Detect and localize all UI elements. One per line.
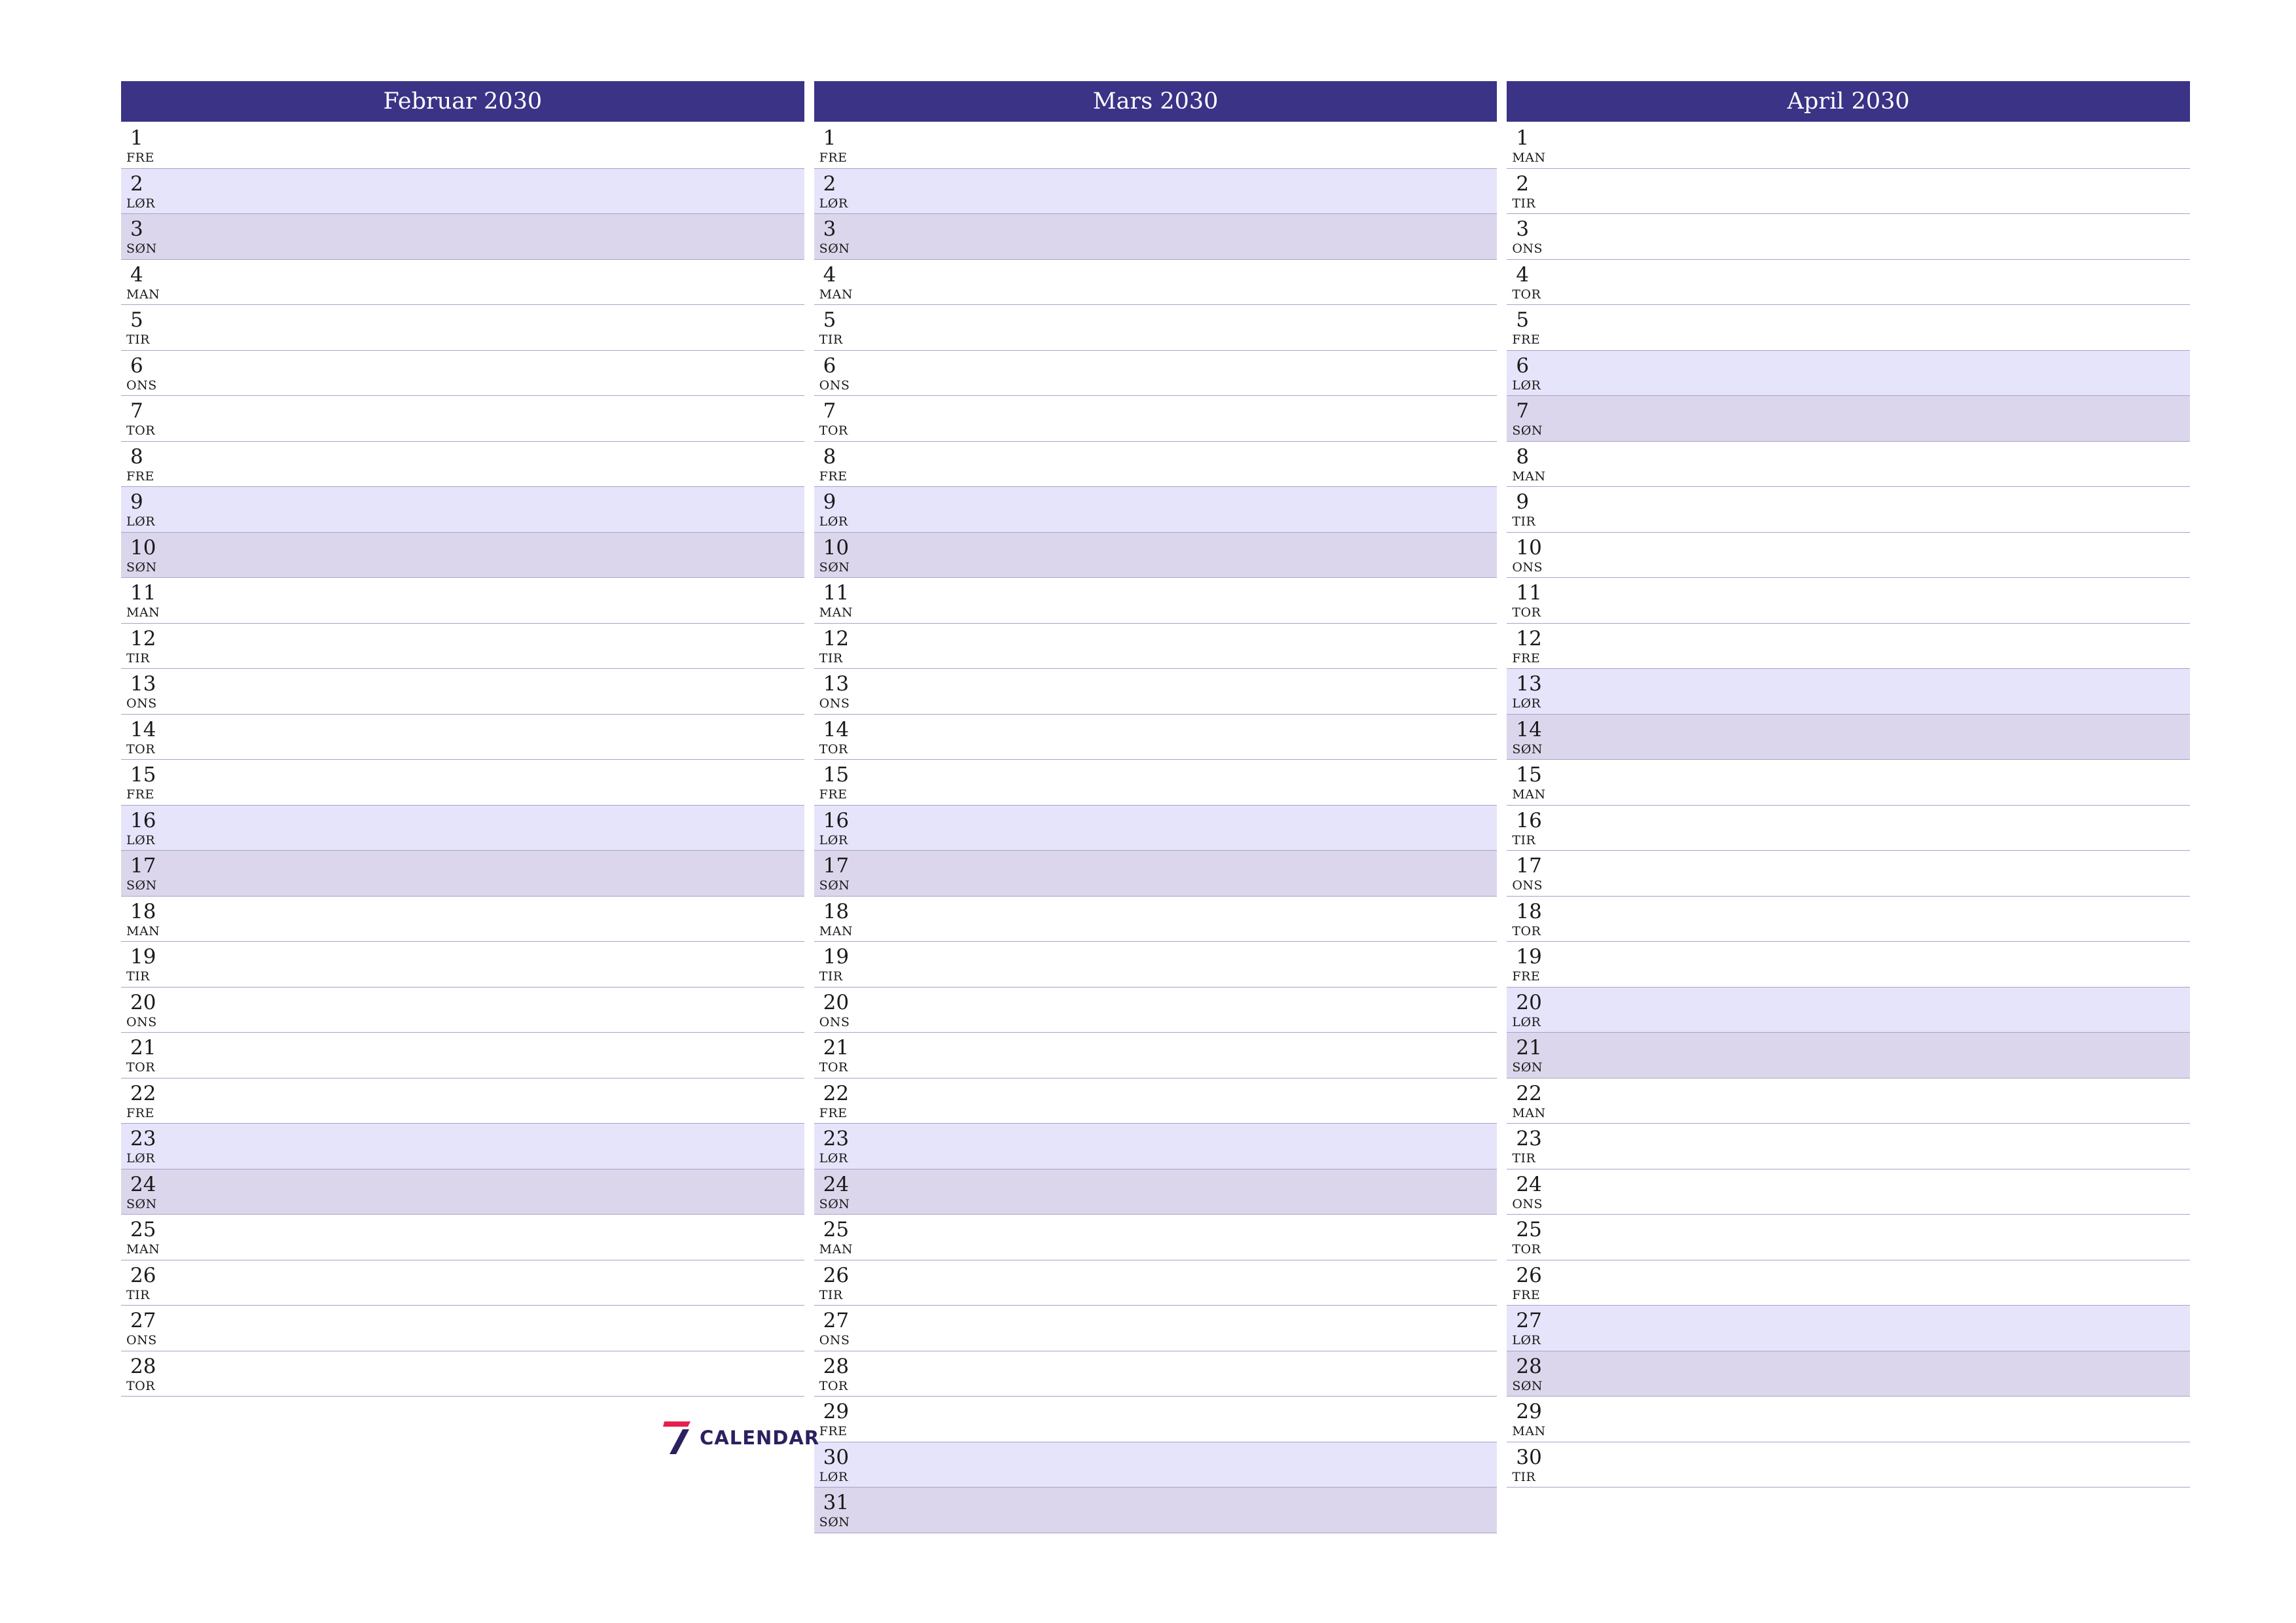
day-number: 26 xyxy=(823,1263,850,1287)
weekday-label: LØR xyxy=(819,1151,848,1166)
day-number: 30 xyxy=(1516,1445,1542,1469)
day-number: 10 xyxy=(823,535,850,560)
day-number: 27 xyxy=(823,1309,850,1332)
day-number: 19 xyxy=(1516,945,1542,969)
weekday-label: MAN xyxy=(1512,787,1546,802)
day-row[interactable] xyxy=(121,578,804,624)
day-number: 8 xyxy=(130,444,143,469)
day-number: 12 xyxy=(823,626,850,651)
day-number: 28 xyxy=(1516,1354,1542,1378)
day-row[interactable] xyxy=(1507,897,2190,942)
day-number: 13 xyxy=(130,672,156,696)
day-number: 12 xyxy=(1516,626,1542,651)
day-row[interactable] xyxy=(1507,669,2190,715)
weekday-label: LØR xyxy=(1512,696,1541,711)
weekday-label: SØN xyxy=(126,878,157,893)
day-row[interactable] xyxy=(814,1260,1498,1306)
day-row[interactable] xyxy=(814,1306,1498,1351)
day-row[interactable] xyxy=(1507,851,2190,897)
day-number: 20 xyxy=(1516,990,1542,1014)
month-column-april xyxy=(1507,81,2190,1533)
day-number: 14 xyxy=(823,717,850,741)
day-row[interactable] xyxy=(814,487,1498,533)
weekday-label: LØR xyxy=(819,1469,848,1484)
day-number: 11 xyxy=(1516,581,1542,605)
weekday-label: TIR xyxy=(126,969,150,984)
weekday-label: SØN xyxy=(819,1196,850,1211)
day-number: 14 xyxy=(1516,717,1542,741)
day-number: 22 xyxy=(130,1081,156,1105)
day-row[interactable] xyxy=(1507,169,2190,215)
day-number: 15 xyxy=(823,763,850,787)
day-number: 5 xyxy=(823,308,836,332)
day-row[interactable] xyxy=(121,487,804,533)
day-number: 22 xyxy=(823,1081,850,1105)
day-row[interactable] xyxy=(121,305,804,351)
day-list xyxy=(1507,123,2190,1488)
weekday-label: ONS xyxy=(1512,241,1543,256)
day-number: 11 xyxy=(823,581,850,605)
day-row[interactable] xyxy=(1507,806,2190,851)
day-row[interactable] xyxy=(814,260,1498,306)
day-number: 2 xyxy=(823,171,836,196)
day-row[interactable] xyxy=(814,942,1498,988)
weekday-label: LØR xyxy=(1512,378,1541,393)
day-row[interactable] xyxy=(1507,442,2190,488)
day-number: 9 xyxy=(823,490,836,514)
day-number: 4 xyxy=(130,262,143,287)
day-row[interactable] xyxy=(121,123,804,169)
day-row[interactable] xyxy=(121,1260,804,1306)
day-row[interactable] xyxy=(1507,487,2190,533)
day-row[interactable] xyxy=(1507,260,2190,306)
day-number: 27 xyxy=(1516,1309,1542,1332)
weekday-label: SØN xyxy=(126,1196,157,1211)
day-number: 18 xyxy=(823,899,850,923)
weekday-label: SØN xyxy=(1512,423,1543,438)
weekday-label: MAN xyxy=(819,923,853,938)
weekday-label: LØR xyxy=(1512,1333,1541,1347)
day-number: 2 xyxy=(130,171,143,196)
day-number: 12 xyxy=(130,626,156,651)
weekday-label: ONS xyxy=(126,696,157,711)
weekday-label: LØR xyxy=(126,196,155,211)
day-number: 24 xyxy=(1516,1172,1542,1196)
day-row[interactable] xyxy=(121,624,804,669)
day-row[interactable] xyxy=(814,1488,1498,1533)
day-row[interactable] xyxy=(1507,214,2190,260)
day-number: 8 xyxy=(823,444,836,469)
weekday-label: MAN xyxy=(819,605,853,620)
day-number: 7 xyxy=(823,399,836,423)
day-row[interactable] xyxy=(814,1215,1498,1260)
day-number: 5 xyxy=(130,308,143,332)
day-list xyxy=(121,123,804,1397)
day-row[interactable] xyxy=(814,1351,1498,1397)
weekday-label: FRE xyxy=(1512,1287,1541,1302)
day-number: 24 xyxy=(130,1172,156,1196)
weekday-label: FRE xyxy=(126,469,154,484)
day-list xyxy=(814,123,1498,1533)
day-row[interactable] xyxy=(1507,396,2190,442)
day-row[interactable] xyxy=(121,760,804,806)
day-row[interactable] xyxy=(121,1169,804,1215)
day-row[interactable] xyxy=(1507,533,2190,579)
day-row[interactable] xyxy=(1507,760,2190,806)
day-number: 28 xyxy=(823,1354,850,1378)
calendar-grid xyxy=(121,81,2190,1533)
seven-icon xyxy=(663,1420,692,1455)
weekday-label: TOR xyxy=(1512,287,1541,302)
day-number: 9 xyxy=(1516,490,1530,514)
day-row[interactable] xyxy=(121,169,804,215)
weekday-label: ONS xyxy=(819,378,850,393)
day-row[interactable] xyxy=(121,396,804,442)
day-number: 6 xyxy=(1516,353,1530,378)
weekday-label: ONS xyxy=(1512,1196,1543,1211)
day-number: 9 xyxy=(130,490,143,514)
day-row[interactable] xyxy=(1507,1351,2190,1397)
day-number: 22 xyxy=(1516,1081,1542,1105)
weekday-label: MAN xyxy=(126,923,160,938)
weekday-label: TIR xyxy=(126,651,150,666)
day-number: 17 xyxy=(823,854,850,878)
day-number: 18 xyxy=(130,899,156,923)
day-row[interactable] xyxy=(121,942,804,988)
day-row[interactable] xyxy=(1507,1306,2190,1351)
weekday-label: MAN xyxy=(126,287,160,302)
day-row[interactable] xyxy=(1507,1033,2190,1079)
day-row[interactable] xyxy=(814,760,1498,806)
weekday-label: FRE xyxy=(819,151,848,165)
day-number: 2 xyxy=(1516,171,1530,196)
day-number: 17 xyxy=(1516,854,1542,878)
day-row[interactable] xyxy=(121,1351,804,1397)
day-row[interactable] xyxy=(1507,1397,2190,1442)
day-number: 20 xyxy=(823,990,850,1014)
weekday-label: SØN xyxy=(819,1515,850,1529)
weekday-label: TOR xyxy=(1512,605,1541,620)
day-row[interactable] xyxy=(121,806,804,851)
weekday-label: ONS xyxy=(1512,878,1543,893)
day-number: 7 xyxy=(1516,399,1530,423)
weekday-label: TIR xyxy=(1512,832,1536,847)
weekday-label: ONS xyxy=(819,1014,850,1029)
day-number: 30 xyxy=(823,1445,850,1469)
day-number: 3 xyxy=(1516,217,1530,241)
day-row[interactable] xyxy=(814,533,1498,579)
weekday-label: FRE xyxy=(1512,969,1541,984)
weekday-label: FRE xyxy=(1512,651,1541,666)
weekday-label: SØN xyxy=(1512,741,1543,757)
logo-text: CALENDAR xyxy=(700,1427,820,1449)
day-row[interactable] xyxy=(1507,305,2190,351)
weekday-label: TOR xyxy=(1512,1242,1541,1257)
day-row[interactable] xyxy=(121,988,804,1033)
weekday-label: TOR xyxy=(819,741,848,757)
day-number: 3 xyxy=(823,217,836,241)
month-header: Mars 2030 xyxy=(814,81,1498,122)
weekday-label: MAN xyxy=(819,1242,853,1257)
weekday-label: TIR xyxy=(1512,514,1536,529)
day-number: 31 xyxy=(823,1491,850,1514)
weekday-label: SØN xyxy=(819,241,850,256)
weekday-label: MAN xyxy=(1512,151,1546,165)
weekday-label: LØR xyxy=(819,514,848,529)
day-number: 6 xyxy=(130,353,143,378)
weekday-label: FRE xyxy=(819,1105,848,1120)
day-number: 10 xyxy=(1516,535,1542,560)
month-column-march xyxy=(814,81,1498,1533)
weekday-label: FRE xyxy=(126,787,154,802)
day-number: 23 xyxy=(823,1127,850,1150)
day-number: 21 xyxy=(130,1036,156,1060)
day-number: 13 xyxy=(1516,672,1542,696)
day-number: 19 xyxy=(823,945,850,969)
month-header: April 2030 xyxy=(1507,81,2190,122)
day-row[interactable] xyxy=(814,851,1498,897)
day-row[interactable] xyxy=(814,1033,1498,1079)
day-number: 27 xyxy=(130,1309,156,1332)
weekday-label: FRE xyxy=(819,1424,848,1438)
day-row[interactable] xyxy=(814,1442,1498,1488)
weekday-label: LØR xyxy=(126,1151,155,1166)
month-header: Februar 2030 xyxy=(121,81,804,122)
day-row[interactable] xyxy=(814,442,1498,488)
weekday-label: TOR xyxy=(126,423,156,438)
weekday-label: FRE xyxy=(126,151,154,165)
weekday-label: ONS xyxy=(126,378,157,393)
weekday-label: ONS xyxy=(1512,560,1543,575)
weekday-label: ONS xyxy=(126,1014,157,1029)
day-number: 15 xyxy=(1516,763,1542,787)
day-row[interactable] xyxy=(814,669,1498,715)
weekday-label: FRE xyxy=(126,1105,154,1120)
day-row[interactable] xyxy=(121,1079,804,1124)
weekday-label: ONS xyxy=(819,1333,850,1347)
month-column-february xyxy=(121,81,804,1533)
day-number: 25 xyxy=(1516,1218,1542,1241)
weekday-label: LØR xyxy=(819,196,848,211)
day-row[interactable] xyxy=(814,1397,1498,1442)
weekday-label: MAN xyxy=(819,287,853,302)
weekday-label: TIR xyxy=(819,651,843,666)
weekday-label: TOR xyxy=(126,1060,156,1075)
day-row[interactable] xyxy=(814,624,1498,669)
day-row[interactable] xyxy=(121,214,804,260)
day-row[interactable] xyxy=(1507,1124,2190,1169)
weekday-label: MAN xyxy=(1512,469,1546,484)
day-row[interactable] xyxy=(121,715,804,760)
day-row[interactable] xyxy=(121,1124,804,1169)
day-row[interactable] xyxy=(1507,942,2190,988)
day-row[interactable] xyxy=(121,897,804,942)
weekday-label: SØN xyxy=(126,560,157,575)
weekday-label: TOR xyxy=(819,1378,848,1393)
day-row[interactable] xyxy=(121,442,804,488)
weekday-label: MAN xyxy=(126,605,160,620)
weekday-label: FRE xyxy=(819,787,848,802)
weekday-label: SØN xyxy=(1512,1060,1543,1075)
day-row[interactable] xyxy=(814,806,1498,851)
day-number: 15 xyxy=(130,763,156,787)
day-row[interactable] xyxy=(1507,1442,2190,1488)
weekday-label: LØR xyxy=(126,832,155,847)
weekday-label: TIR xyxy=(819,969,843,984)
day-row[interactable] xyxy=(814,897,1498,942)
day-row[interactable] xyxy=(814,715,1498,760)
weekday-label: TOR xyxy=(819,423,848,438)
day-number: 21 xyxy=(1516,1036,1542,1060)
day-number: 29 xyxy=(823,1400,850,1423)
day-number: 17 xyxy=(130,854,156,878)
day-row[interactable] xyxy=(1507,1215,2190,1260)
day-row[interactable] xyxy=(1507,624,2190,669)
day-row[interactable] xyxy=(1507,1079,2190,1124)
day-number: 14 xyxy=(130,717,156,741)
weekday-label: TIR xyxy=(819,332,843,347)
weekday-label: LØR xyxy=(1512,1014,1541,1029)
weekday-label: TOR xyxy=(819,1060,848,1075)
day-number: 28 xyxy=(130,1354,156,1378)
day-row[interactable] xyxy=(814,988,1498,1033)
weekday-label: FRE xyxy=(819,469,848,484)
weekday-label: LØR xyxy=(126,514,155,529)
day-row[interactable] xyxy=(814,1124,1498,1169)
day-number: 24 xyxy=(823,1172,850,1196)
day-number: 5 xyxy=(1516,308,1530,332)
day-row[interactable] xyxy=(121,669,804,715)
day-row[interactable] xyxy=(121,260,804,306)
day-row[interactable] xyxy=(814,1169,1498,1215)
day-number: 4 xyxy=(823,262,836,287)
day-row[interactable] xyxy=(121,851,804,897)
day-row[interactable] xyxy=(814,351,1498,397)
day-row[interactable] xyxy=(814,169,1498,215)
weekday-label: LØR xyxy=(819,832,848,847)
day-number: 25 xyxy=(130,1218,156,1241)
day-number: 10 xyxy=(130,535,156,560)
day-number: 19 xyxy=(130,945,156,969)
day-number: 3 xyxy=(130,217,143,241)
weekday-label: MAN xyxy=(126,1242,160,1257)
day-row[interactable] xyxy=(1507,578,2190,624)
day-row[interactable] xyxy=(1507,123,2190,169)
day-row[interactable] xyxy=(1507,715,2190,760)
weekday-label: TIR xyxy=(1512,1151,1536,1166)
weekday-label: ONS xyxy=(819,696,850,711)
day-row[interactable] xyxy=(814,123,1498,169)
day-row[interactable] xyxy=(1507,988,2190,1033)
day-number: 25 xyxy=(823,1218,850,1241)
day-row[interactable] xyxy=(121,1033,804,1079)
day-row[interactable] xyxy=(121,1306,804,1351)
weekday-label: SØN xyxy=(819,878,850,893)
day-row[interactable] xyxy=(814,214,1498,260)
day-number: 6 xyxy=(823,353,836,378)
weekday-label: FRE xyxy=(1512,332,1541,347)
day-row[interactable] xyxy=(814,578,1498,624)
day-number: 20 xyxy=(130,990,156,1014)
day-row[interactable] xyxy=(814,1079,1498,1124)
calendar-logo[interactable] xyxy=(663,1420,819,1455)
day-number: 1 xyxy=(1516,126,1530,150)
day-row[interactable] xyxy=(1507,1169,2190,1215)
day-number: 26 xyxy=(130,1263,156,1287)
weekday-label: SØN xyxy=(126,241,157,256)
weekday-label: SØN xyxy=(819,560,850,575)
weekday-label: TOR xyxy=(126,741,156,757)
weekday-label: ONS xyxy=(126,1333,157,1347)
day-number: 21 xyxy=(823,1036,850,1060)
day-number: 1 xyxy=(130,126,143,150)
day-number: 1 xyxy=(823,126,836,150)
day-number: 23 xyxy=(1516,1127,1542,1150)
day-number: 23 xyxy=(130,1127,156,1150)
day-number: 16 xyxy=(130,808,156,832)
day-number: 11 xyxy=(130,581,156,605)
weekday-label: TIR xyxy=(1512,196,1536,211)
day-number: 29 xyxy=(1516,1400,1542,1423)
day-row[interactable] xyxy=(1507,1260,2190,1306)
weekday-label: SØN xyxy=(1512,1378,1543,1393)
day-number: 26 xyxy=(1516,1263,1542,1287)
day-row[interactable] xyxy=(121,1215,804,1260)
weekday-label: TIR xyxy=(819,1287,843,1302)
day-number: 7 xyxy=(130,399,143,423)
day-number: 13 xyxy=(823,672,850,696)
day-number: 4 xyxy=(1516,262,1530,287)
day-row[interactable] xyxy=(121,351,804,397)
day-row[interactable] xyxy=(121,533,804,579)
day-number: 16 xyxy=(823,808,850,832)
weekday-label: TIR xyxy=(1512,1469,1536,1484)
day-number: 18 xyxy=(1516,899,1542,923)
weekday-label: MAN xyxy=(1512,1424,1546,1438)
weekday-label: TOR xyxy=(126,1378,156,1393)
day-row[interactable] xyxy=(814,305,1498,351)
weekday-label: TIR xyxy=(126,1287,150,1302)
day-number: 8 xyxy=(1516,444,1530,469)
day-row[interactable] xyxy=(814,396,1498,442)
day-row[interactable] xyxy=(1507,351,2190,397)
weekday-label: TOR xyxy=(1512,923,1541,938)
day-number: 16 xyxy=(1516,808,1542,832)
weekday-label: MAN xyxy=(1512,1105,1546,1120)
weekday-label: TIR xyxy=(126,332,150,347)
